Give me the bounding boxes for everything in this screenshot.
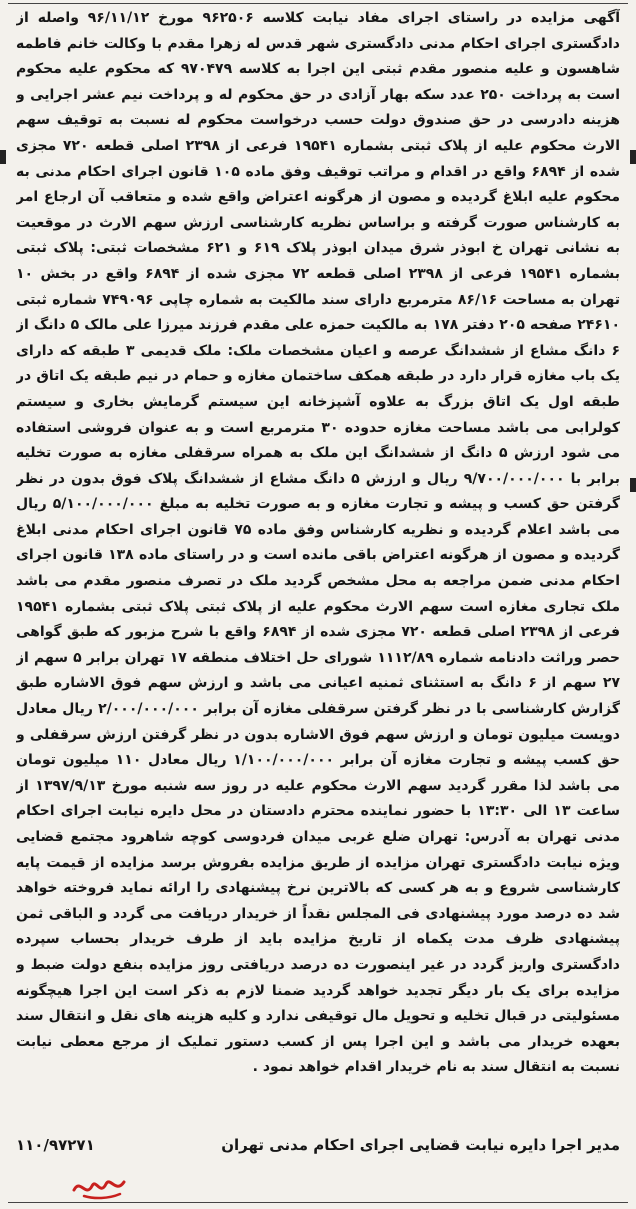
notice-code: ۱۱۰/۹۷۲۷۱: [16, 1136, 95, 1154]
bottom-border-line: [8, 1202, 628, 1203]
notice-footer: [16, 1136, 620, 1154]
top-border-line: [8, 3, 628, 4]
edge-mark: [0, 150, 6, 164]
signing-office: مدیر اجرا دایره نیابت قضایی اجرای احکام مدنی تهران: [221, 1136, 620, 1154]
auction-notice-text: آگهی مزایده در راستای اجرای مفاد نیابت کلاسه ۹۶۲۵۰۶ مورخ ۹۶/۱۱/۱۲ واصله از دادگستری اجرای احکام مدنی دادگستری شهر قدس له زهرا مقدم با وکالت خانم فاطمه شاهسون و علیه منصور مقدم ثبتی این اجرا به کلاسه ۹۷۰۴۷۹ که محکوم علیه محکوم است به پرداخت ۲۵۰ عدد سکه بهار آزادی در حق محکوم له و پرداخت نیم عشر اجرایی و هزینه دادرسی در حق صندوق دولت حسب درخواست محکوم له نسبت به توقیف سهم الارث محکوم علیه از پلاک ثبتی بشماره ۱۹۵۴۱ فرعی از ۲۳۹۸ اصلی قطعه ۷۲۰ مجزی شده از ۶۸۹۴ واقع در اقدام و مراتب توقیف وفق ماده ۱۰۵ قانون اجرای احکام مدنی به محکوم علیه ابلاغ گردیده و مصون از هرگونه اعتراض واقع شده و متعاقب آن ارجاع امر به کارشناس صورت گرفته و براساس نظریه کارشناسی ارزش سهم الارث در موقعیت به نشانی تهران خ ابوذر شرق میدان ابوذر پلاک ۶۱۹ و ۶۲۱ مشخصات ثبتی: پلاک ثبتی بشماره ۱۹۵۴۱ فرعی از ۲۳۹۸ اصلی قطعه ۷۲ مجزی شده از ۶۸۹۴ واقع در بخش ۱۰ تهران به مساحت ۸۶/۱۶ مترمربع دارای سند مالکیت به شماره چاپی ۷۴۹۰۹۶ شماره ثبتی ۲۴۶۱۰ صفحه ۲۰۵ دفتر ۱۷۸ به مالکیت حمزه علی مقدم فرزند میرزا علی مالک ۵ دانگ از ۶ دانگ مشاع از ششدانگ عرصه و اعیان مشخصات ملک: ملک قدیمی ۳ طبقه که دارای یک باب مغازه قرار دارد در طبقه همکف ساختمان مغازه و حمام در نیم طبقه یک اتاق در طبقه اول یک اتاق بزرگ به علاوه آشپزخانه این سیستم گرمایش بخاری و سیستم کولرابی می باشد مساحت مغازه حدوده ۳۰ مترمربع است و به عنوان فروشی استفاده می شود ارزش ۵ دانگ از ششدانگ این ملک به همراه سرقفلی مغازه به صورت تخلیه برابر با ۹/۷۰۰/۰۰۰/۰۰۰ ریال و ارزش ۵ دانگ مشاع از ششدانگ پلاک فوق بدون در نظر گرفتن حق کسب و پیشه و تجارت مغازه و به صورت تخلیه به مبلغ ۵/۱۰۰/۰۰۰/۰۰۰ ریال می باشد اعلام گردیده و نظریه کارشناس وفق ماده ۷۵ قانون اجرای احکام مدنی ابلاغ گردیده و مصون از هرگونه اعتراض باقی مانده است و در راستای ماده ۱۳۸ قانون اجرای احکام مدنی ضمن مراجعه به محل مشخص گردید ملک در تصرف منصور مقدم می باشد ملک تجاری مغازه است سهم الارث محکوم علیه از پلاک ثبتی پلاک ثبتی بشماره ۱۹۵۴۱ فرعی از ۲۳۹۸ اصلی قطعه ۷۲۰ مجزی شده از ۶۸۹۴ واقع با شرح مزبور که طبق گواهی حصر وراثت دادنامه شماره ۱۱۱۲/۸۹ شورای حل اختلاف منطقه ۱۷ تهران برابر ۵ سهم از ۲۷ سهم از ۶ دانگ به استثنای ثمنیه اعیانی می باشد و ارزش سهم فوق الاشاره طبق گزارش کارشناسی با در نظر گرفتن سرقفلی مغازه آن برابر ۲/۰۰۰/۰۰۰/۰۰۰ ریال معادل دویست میلیون تومان و ارزش سهم فوق الاشاره بدون در نظر گرفتن ارزش سرقفلی و حق کسب پیشه و تجارت مغازه آن برابر ۱/۱۰۰/۰۰۰/۰۰۰ ریال معادل ۱۱۰ میلیون تومان می باشد لذا مقرر گردید سهم الارث محکوم علیه در روز سه شنبه مورخ ۱۳۹۷/۹/۱۳ از ساعت ۱۳ الی ۱۳:۳۰ با حضور نماینده محترم دادستان در محل دایره نیابت اجرای احکام مدنی تهران به آدرس: تهران ضلع غربی میدان فردوسی کوچه شاهرود مجتمع قضایی ویژه نیابت دادگستری تهران مزایده از طریق مزایده بفروش برسد مزایده از قیمت پایه کارشناسی شروع و به هر کسی که بالاترین نرخ پیشنهادی را ارائه نماید فروخته خواهد شد ده درصد مورد پیشنهادی فی المجلس نقداً از خریدار دریافت می گردد و الباقی ثمن پیشنهادی ظرف مدت یکماه از تاریخ مزایده باید از طرف خریدار بحساب سپرده دادگستری واریز گردد در غیر اینصورت ده درصد دریافتی روز مزایده بنفع دولت ضبط و مزایده برای یک بار دیگر تجدید خواهد گردید ضمنا لازم به ذکر است این اجرا هیچگونه مسئولیتی در قبال تخلیه و تحویل مال توقیفی ندارد و کلیه هزینه های نقل و انتقال سند بعهده خریدار می باشد و این اجرا پس از کسب دستور تملیک از مرجع معطی نیابت نسبت به انتقال سند به نام خریدار اقدام خواهد نمود .: [16, 10, 620, 1076]
red-handwritten-mark-icon: [70, 1168, 130, 1202]
edge-mark: [630, 150, 636, 164]
edge-mark: [630, 478, 636, 492]
